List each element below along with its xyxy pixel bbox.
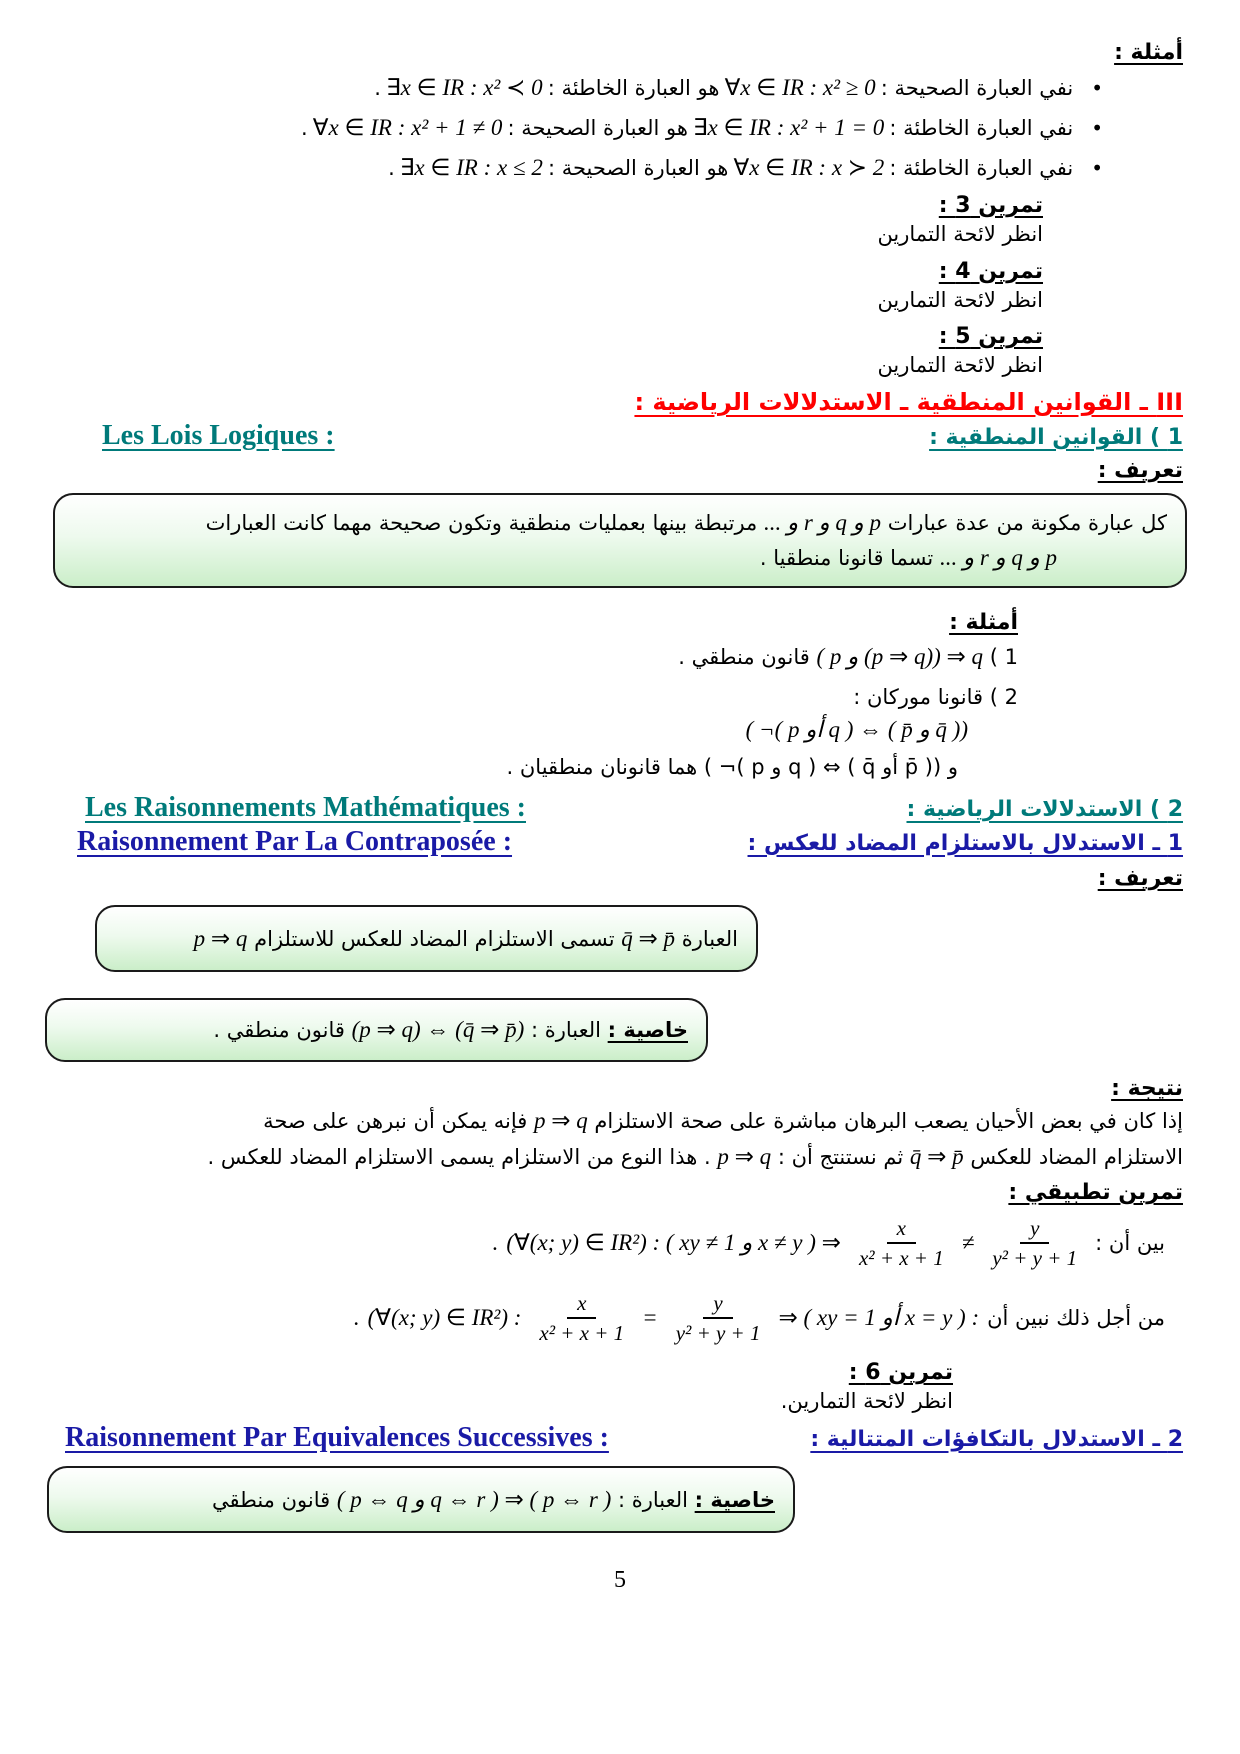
heading-fr-equivalences: Raisonnement Par Equivalences Successives : [65,1421,609,1453]
result-title: نتيجة : [1111,1075,1183,1101]
formula: p ⇒ q [717,1143,772,1169]
definition-2-box [95,905,758,973]
result-paragraph [57,1103,1183,1174]
definition-1-title: تعريف : [1097,457,1183,483]
result-line-2: الاستلزام المضاد للعكس q̄ ⇒ p̄ ثم نستنتج أن : p ⇒ q . هذا النوع من الاستلزام يسمى الاستلزام المضاد للعكس . [207,1143,1183,1169]
exercise-6-body: انظر لائحة التمارين. [780,1389,953,1414]
bullet-icon: • [1091,116,1103,140]
exercise-6-title: تمرين 6 : [848,1360,953,1386]
heading-fr-contraposee: Raisonnement Par La Contraposée : [77,825,513,857]
property-1-line: خاصية : العبارة : (p ⇒ q) ⇔ (q̄ ⇒ p̄) قانون منطقي . [213,1017,688,1043]
formula: ∃x ∈ IR : x ≤ 2 [399,155,543,180]
exercise-4-body: انظر لائحة التمارين [877,287,1043,312]
period: . [353,1304,360,1330]
period: . [301,116,308,140]
morgan-law-2-formula: . هما قانونان منطقيان ( ¬( p و q ) ⇔ ( q̄ أو p̄ )) و [506,755,958,780]
result-line-1: إذا كان في بعض الأحيان يصعب البرهان مباشرة على صحة الاستلزام p ⇒ q فإنه يمكن أن نبرهن على صحة [263,1107,1183,1133]
formula: (∀(x; y) ∈ IR²) : [367,1304,522,1330]
heading-ar-contraposition: 1 ـ الاستدلال بالاستلزام المضاد للعكس : [747,830,1183,856]
period: . [492,1230,499,1256]
formula: p ⇒ q [193,925,248,951]
heading-fr-lois-logiques: Les Lois Logiques : [102,419,335,451]
bullet-icon: • [1091,156,1103,180]
list-item [57,109,1183,149]
formula: ∀x ∈ IR : x ≻ 2 [733,155,885,180]
formula: p ⇒ q [533,1107,588,1133]
heading-ar-equivalences: 2 ـ الاستدلال بالتكافؤات المتتالية : [810,1426,1183,1452]
property-2-box [47,1466,795,1534]
formula: ⇒ ( xy = 1 أو x = y ) : [778,1304,980,1330]
relation-symbol: = [642,1304,658,1330]
formula: ∃x ∈ IR : x² ≺ 0 [386,75,543,100]
property-2-line: خاصية : العبارة : ( p ⇔ q و q ⇔ r ) ⇒ ( p ⇔ r ) قانون منطقي [211,1486,775,1512]
fraction: $\frac{x}{\text{x² + x + 1}}$ [539,1290,625,1345]
property-1-label: خاصية : [607,1018,688,1043]
example-modus-ponens: 1 ) ( p و (p ⇒ q)) ⇒ q قانون منطقي . [678,643,1018,669]
relation-symbol: ≠ [961,1230,975,1256]
formula: q̄ ⇒ p̄ [909,1143,964,1169]
property-1-box [45,998,708,1062]
formula: p و q و r و ... [763,509,882,535]
formula-label: من أجل ذلك نبين أن [987,1305,1165,1330]
applied-exercise-title: تمرين تطبيقي : [1008,1180,1183,1206]
heading-ar-reasonings: 2 ) الاستدلالات الرياضية : [906,796,1183,822]
list-item [57,149,1183,189]
heading-ar-logic-laws: 1 ) القوانين المنطقية : [929,424,1183,450]
fraction: $\frac{y}{\text{y² + y + 1}}$ [992,1216,1078,1271]
bullet-text: نفي العبارة الصحيحة : [880,76,1074,100]
definition-2-line: العبارة q̄ ⇒ p̄ تسمى الاستلزام المضاد للعكس للاستلزام p ⇒ q [193,925,738,951]
list-item [57,69,1183,109]
applied-formula-1 [57,1215,1183,1272]
formula: q̄ ⇒ p̄ [621,925,676,951]
property-2-label: خاصية : [694,1487,775,1512]
bullet-text: هو العبارة الخاطئة : [547,76,720,100]
definition-1-box [53,493,1187,588]
examples-1-title: أمثلة : [1114,40,1183,65]
formula-label: بين أن : [1095,1231,1165,1256]
formula: (∀(x; y) ∈ IR²) : ( xy ≠ 1 و x ≠ y ) ⇒ [506,1230,841,1256]
fraction: $\frac{y}{\text{y² + y + 1}}$ [675,1290,761,1345]
exercise-5-title: تمرين 5 : [938,324,1043,350]
bullet-text: نفي العبارة الخاطئة : [889,156,1074,180]
morgan-law-1-formula: ( ¬( p أو q ) ⇔ ( p̄ و q̄ )) [745,717,968,743]
exercise-3-title: تمرين 3 : [938,193,1043,218]
formula: ∀x ∈ IR : x² + 1 ≠ 0 [312,115,503,140]
applied-formula-2 [57,1290,1183,1347]
formula: ( p ⇔ q و q ⇔ r ) ⇒ ( p ⇔ r ) [336,1486,612,1512]
definition-1-line-1: كل عبارة مكونة من عدة عبارات p و q و r و ... مرتبطة بينها بعمليات منطقية وتكون صحيحة مهما كانت العبارات [205,509,1167,535]
period: . [388,156,395,180]
example-morgan-title: 2 ) قانونا موركان : [853,684,1018,709]
bullet-text: هو العبارة الصحيحة : [547,156,729,180]
page-number: 5 [614,1567,626,1594]
bullet-icon: • [1091,76,1103,100]
examples-2-title: أمثلة : [949,609,1018,635]
period: . [374,76,381,100]
fraction: $\frac{x}{\text{x² + x + 1}}$ [858,1216,944,1271]
definition-2-title: تعريف : [1097,865,1183,891]
examples-1-list [57,69,1183,189]
definition-1-line-2: p و q و r و ... تسما قانونا منطقيا . [759,545,1057,571]
section-3-heading: III ـ القوانين المنطقية ـ الاستدلالات الرياضية : [634,387,1183,416]
heading-fr-raisonnements: Les Raisonnements Mathématiques : [85,791,526,823]
bullet-text: نفي العبارة الخاطئة : [889,116,1074,140]
formula: ∀x ∈ IR : x² ≥ 0 [724,75,876,100]
formula: (p ⇒ q) ⇔ (q̄ ⇒ p̄) [351,1017,525,1043]
formula: p و q و r و ... [939,545,1057,571]
exercise-5-body: انظر لائحة التمارين [877,353,1043,378]
formula: ∃x ∈ IR : x² + 1 = 0 [693,115,885,140]
formula: ( p و (p ⇒ q)) ⇒ q [816,643,984,669]
exercise-4-title: تمرين 4 : [938,258,1043,284]
bullet-text: هو العبارة الصحيحة : [507,116,688,140]
exercise-3-body: انظر لائحة التمارين [877,222,1043,246]
